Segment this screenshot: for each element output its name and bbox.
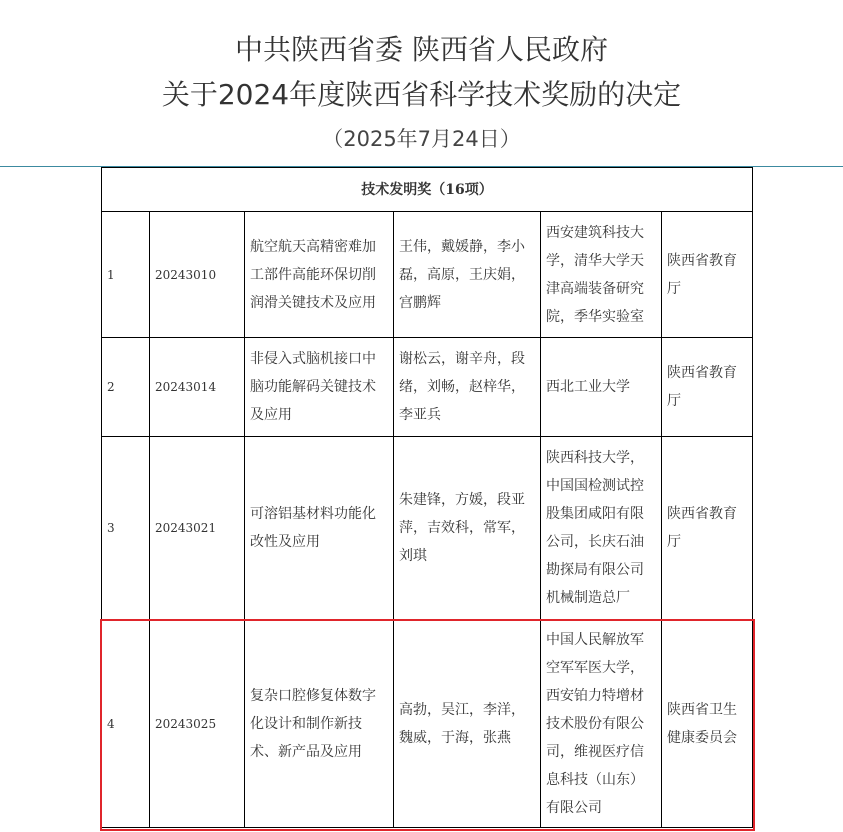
completing-units: 西北工业大学 bbox=[541, 338, 662, 437]
completing-units: 陕西科技大学，中国国检测试控股集团咸阳有限公司，长庆石油勘探局有限公司机械制造总厂 bbox=[541, 437, 662, 620]
project-code: 20243010 bbox=[150, 212, 245, 338]
nominating-unit: 陕西省教育厅 bbox=[662, 212, 753, 338]
title-line-2: 关于2024年度陕西省科学技术奖励的决定 bbox=[161, 78, 682, 111]
decision-date: （2025年7月24日） bbox=[322, 127, 521, 151]
document-header bbox=[0, 0, 843, 166]
table-row bbox=[102, 212, 753, 338]
completing-units: 中国人民解放军空军军医大学，西安铂力特增材技术股份有限公司，维视医疗信息科技（山东）有限公司 bbox=[541, 620, 662, 828]
completers: 谢松云，谢辛舟，段绪，刘畅，赵梓华，李亚兵 bbox=[394, 338, 541, 437]
project-code: 20243025 bbox=[150, 620, 245, 828]
row-index: 2 bbox=[102, 338, 150, 437]
title-line-1: 中共陕西省委 陕西省人民政府 bbox=[235, 33, 608, 66]
table-row bbox=[102, 437, 753, 620]
row-index: 1 bbox=[102, 212, 150, 338]
project-name: 航空航天高精密难加工部件高能环保切削润滑关键技术及应用 bbox=[245, 212, 394, 338]
completers: 王伟，戴媛静，李小磊，高原，王庆娟，宫鹏辉 bbox=[394, 212, 541, 338]
nominating-unit: 陕西省教育厅 bbox=[662, 437, 753, 620]
section-title: 技术发明奖（16项） bbox=[102, 168, 753, 212]
table-row bbox=[102, 338, 753, 437]
awards-table bbox=[101, 167, 753, 828]
row-index: 4 bbox=[102, 620, 150, 828]
project-name: 非侵入式脑机接口中脑功能解码关键技术及应用 bbox=[245, 338, 394, 437]
completing-units: 西安建筑科技大学，清华大学天津高端装备研究院，季华实验室 bbox=[541, 212, 662, 338]
project-name: 可溶铝基材料功能化改性及应用 bbox=[245, 437, 394, 620]
row-index: 3 bbox=[102, 437, 150, 620]
table-row bbox=[102, 620, 753, 828]
completers: 高勃，吴江，李洋，魏威，于海，张燕 bbox=[394, 620, 541, 828]
completers: 朱建锋，方媛，段亚萍，吉效科，常军，刘琪 bbox=[394, 437, 541, 620]
project-code: 20243021 bbox=[150, 437, 245, 620]
section-header-row bbox=[102, 168, 753, 212]
nominating-unit: 陕西省卫生健康委员会 bbox=[662, 620, 753, 828]
project-name: 复杂口腔修复体数字化设计和制作新技术、新产品及应用 bbox=[245, 620, 394, 828]
project-code: 20243014 bbox=[150, 338, 245, 437]
nominating-unit: 陕西省教育厅 bbox=[662, 338, 753, 437]
